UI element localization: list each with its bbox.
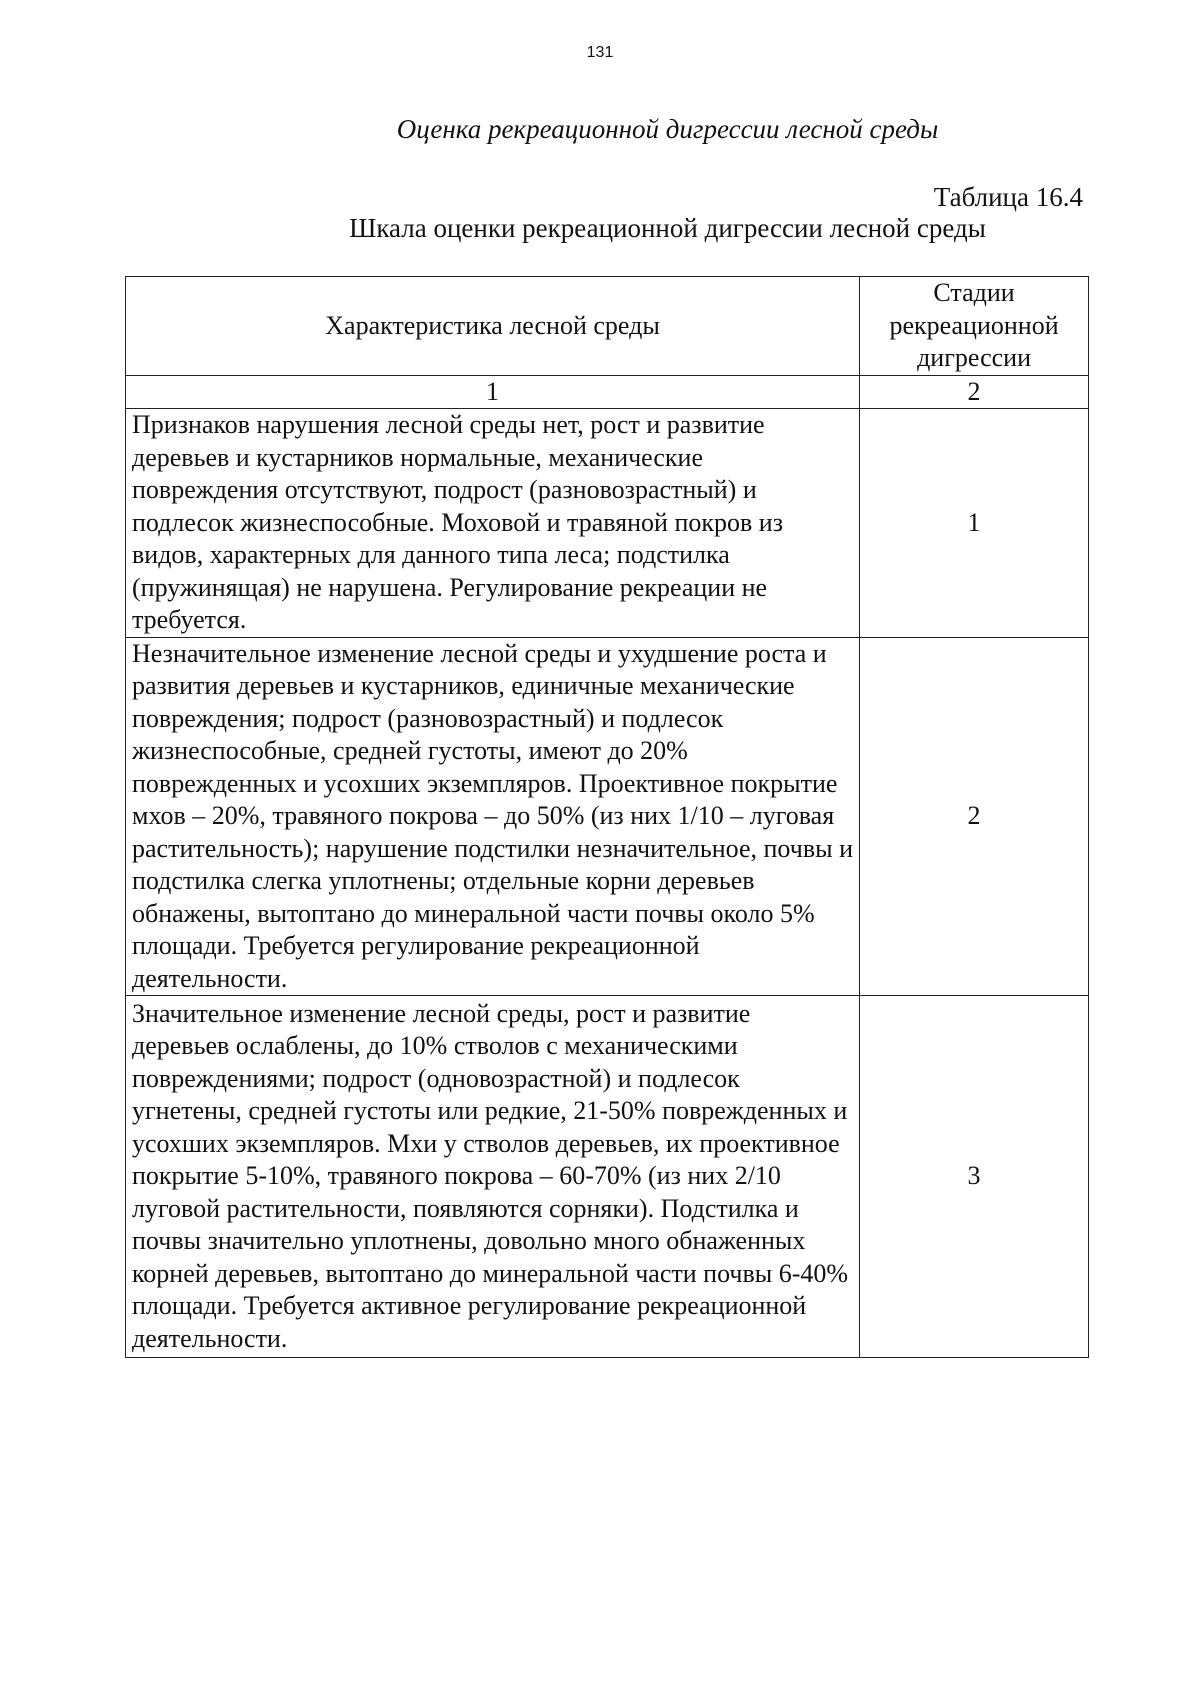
column-number-1: 1 [126,375,860,409]
header-characteristic: Характеристика лесной среды [126,277,860,376]
section-heading: Оценка рекреационной дигрессии лесной среды [396,114,939,144]
table-row [126,409,1089,638]
table-row [126,637,1089,996]
column-number-2: 2 [860,375,1089,409]
column-number-row [126,375,1089,409]
row-description: Признаков нарушения лесной среды нет, рост и развитие деревьев и кустарников нормальные, механические повреждения отсутствуют, подрост (разновозрастный) и подлесок жизнеспособные. Моховой и травяной покров из видов, характерных для данного типа леса; подстилка (пружинящая) не нарушена. Регулирование рекреации не требуется. [126,409,860,638]
recreation-digression-table [125,276,1089,1358]
table-number: Таблица 16.4 [933,182,1083,212]
header-stages: Стадии рекреационной дигрессии [860,277,1089,376]
table-row [126,996,1089,1358]
row-stage: 2 [860,637,1089,996]
row-description: Незначительное изменение лесной среды и ухудшение роста и развития деревьев и кустарников, единичные механические повреждения; подрост (разновозрастный) и подлесок жизнеспособные, средней густоты, имеют до 20% поврежденных и усохших экземпляров. Проективное покрытие мхов – 20%, травяного покрова – до 50% (из них 1/10 – луговая растительность); нарушение подстилки незначительное, почвы и подстилка слегка уплотнены; отдельные корни деревьев обнажены, вытоптано до минеральной части почвы около 5% площади. Требуется регулирование рекреационной деятельности. [126,637,860,996]
row-stage: 1 [860,409,1089,638]
table-title: Шкала оценки рекреационной дигрессии лесной среды [349,213,986,243]
row-stage: 3 [860,996,1089,1358]
page-number: 131 [586,44,614,61]
table-header-row [126,277,1089,376]
row-description: Значительное изменение лесной среды, рост и развитие деревьев ослаблены, до 10% стволов с механическими повреждениями; подрост (одновозрастной) и подлесок угнетены, средней густоты или редкие, 21-50% поврежденных и усохших экземпляров. Мхи у стволов деревьев, их проективное покрытие 5-10%, травяного покрова – 60-70% (из них 2/10 луговой растительности, появляются сорняки). Подстилка и почвы значительно уплотнены, довольно много обнаженных корней деревьев, вытоптано до минеральной части почвы 6-40% площади. Требуется активное регулирование рекреационной деятельности. [126,996,860,1358]
